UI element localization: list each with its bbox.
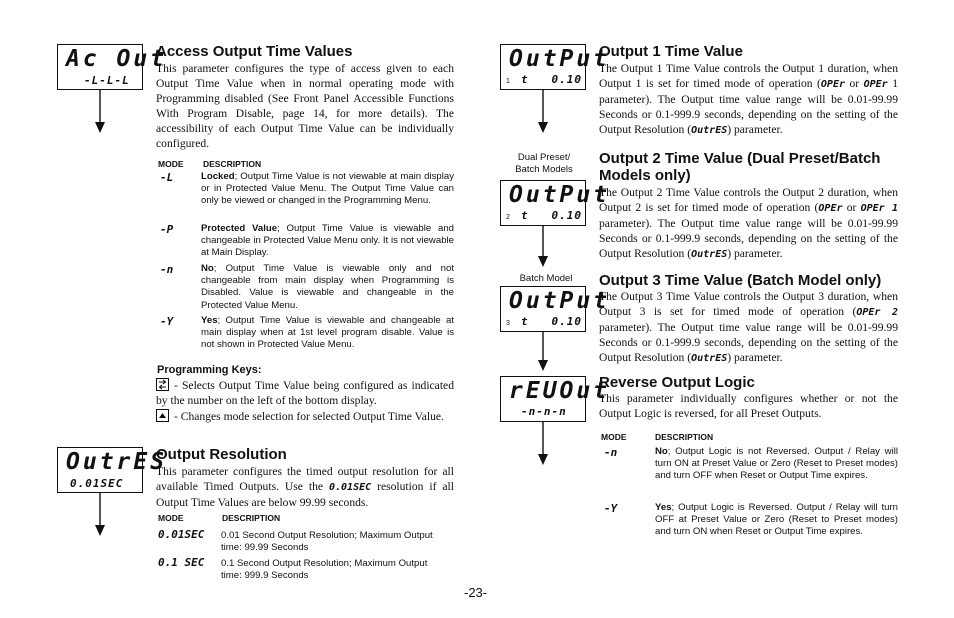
mode-desc: Protected Value; Output Time Value is viewable and changeable in Protected Value Menu only. It is not viewable at Main Display. (201, 223, 454, 259)
mode-code: 0.1 SEC (158, 556, 205, 569)
key2-desc: - Changes mode selection for selected Output Time Value. (174, 410, 444, 423)
access-col-mode: MODE (158, 159, 184, 169)
reverse-body: This parameter individually configures whether or not the Output Logic is reversed, for all Preset Outputs. (599, 392, 898, 420)
display-line2: t 0.10 (521, 73, 582, 86)
output2-body: The Output 2 Time Value controls the Output 2 duration, when Output 2 is set for timed mode of operation (OPEr or OPEr 1 parameter). The Output time value range will be 0.01-99.99 Seconds or 0.1-999.9 seconds, depending on the setting of the Output Resolution (OutrES) parameter. (599, 186, 898, 260)
down-arrow-icon (94, 90, 106, 134)
display-line2: -L-L-L (84, 74, 130, 87)
resolution-col-mode: MODE (158, 513, 184, 523)
mode-code: -Y (160, 315, 174, 328)
mode-desc: Locked; Output Time Value is not viewable at main display or in Protected Value Menu. The Output Time Value can only be viewed or changed in the Programming Menu. (201, 171, 454, 207)
display-line1: OutPut (509, 46, 611, 72)
display-output-number: 1 (506, 78, 510, 85)
reverse-col-mode: MODE (601, 432, 627, 442)
access-col-desc: DESCRIPTION (203, 159, 262, 169)
section-title-access: Access Output Time Values (156, 43, 353, 60)
resolution-col-desc: DESCRIPTION (222, 513, 281, 523)
display-output2 (500, 180, 611, 226)
mode-code: -n (160, 263, 174, 276)
label-dual-preset: Dual Preset/ Batch Models (515, 152, 573, 175)
mode-desc: No; Output Time Value is viewable only and not changeable from main display when Programming is Disabled. Value is viewable and changeable in the Protected Value Menu. (201, 263, 454, 311)
reverse-col-desc: DESCRIPTION (655, 432, 714, 442)
mode-code: -L (160, 171, 174, 184)
mode-code: -Y (604, 502, 618, 515)
section-title-output3: Output 3 Time Value (Batch Model only) (599, 272, 882, 289)
display-line1: OutPut (509, 288, 611, 314)
programming-keys-title: Programming Keys: (157, 364, 262, 376)
down-arrow-icon (94, 493, 106, 537)
resolution-body: This parameter configures the timed output resolution for all available Timed Outputs. Use the 0.01SEC resolution if all Output Time Values are below 99.99 seconds. (156, 465, 454, 509)
display-line1: rEUOut (509, 378, 611, 404)
mode-desc: No; Output Logic is not Reversed. Output / Relay will turn ON at Preset Value or Zero (Reset to Preset modes) and turn OFF when Reset or Output Time expires. (655, 446, 898, 482)
mode-desc: Yes; Output Time Value is viewable and changeable at main display when at 1st level program disable. Value is not shown in Protected Value Menu. (201, 315, 454, 351)
mode-desc: 0.1 Second Output Resolution; Maximum Output time: 999.9 Seconds (221, 558, 428, 582)
page-number: -23- (464, 585, 488, 600)
display-line1: Ac Out (66, 46, 168, 72)
output3-body: The Output 3 Time Value controls the Output 3 duration, when Output 3 is set for timed mode of operation (OPEr 2 parameter). The Output time value range will be 0.01-99.99 Seconds or 0.1-999.9 seconds, depending on the setting of the Output Resolution (OutrES) parameter. (599, 290, 899, 364)
display-output1 (500, 44, 611, 90)
display-output-number: 3 (506, 320, 510, 327)
output1-body: The Output 1 Time Value controls the Output 1 duration, when Output 1 is set for timed mode of operation (OPEr or OPEr 1 parameter). The Output time value range will be 0.01-99.99 Seconds or 0.1-999.9 seconds, depending on the setting of the Output Resolution (OutrES) parameter. (599, 62, 898, 136)
section-title-output1: Output 1 Time Value (599, 43, 743, 60)
display-line2: 0.01SEC (70, 477, 124, 490)
access-body: This parameter configures the type of access given to each Output Time Value when in normal operating mode with Programming disabled (See Front Panel Accessible Functions With Program Disable, page 14, for more details). The accessibility of each Output Time Value can be individually configured. (156, 62, 454, 150)
down-arrow-icon (537, 332, 549, 372)
display-revout (500, 376, 611, 422)
display-line1: OutrES (66, 449, 168, 475)
section-title-reverse: Reverse Output Logic (599, 374, 755, 391)
display-output-number: 2 (506, 214, 510, 221)
display-ac-out (57, 44, 168, 90)
display-output3 (500, 286, 611, 332)
display-line1: OutPut (509, 182, 611, 208)
label-batch-model: Batch Model (519, 273, 573, 284)
down-arrow-icon (537, 226, 549, 268)
mode-desc: Yes; Output Logic is Reversed. Output / Relay will turn OFF at Preset Value or Zero (Reset to Preset modes) and turn ON when Reset or Output Time expires. (655, 502, 898, 538)
down-arrow-icon (537, 90, 549, 134)
key1-desc: - Selects Output Time Value being configured as indicated by the number on the left of the bottom display. (156, 379, 454, 407)
display-line2: t 0.10 (521, 315, 582, 328)
section-title-resolution: Output Resolution (156, 446, 287, 463)
section-title-output2: Output 2 Time Value (Dual Preset/Batch Models only) (599, 150, 881, 184)
display-line2: t 0.10 (521, 209, 582, 222)
mode-code: -n (604, 446, 618, 459)
mode-desc: 0.01 Second Output Resolution; Maximum Output time: 99.99 Seconds (221, 530, 433, 554)
display-outres (57, 447, 168, 493)
mode-code: 0.01SEC (158, 528, 205, 541)
display-line2: -n-n-n (521, 405, 567, 418)
mode-code: -P (160, 223, 174, 236)
down-arrow-icon (537, 422, 549, 466)
